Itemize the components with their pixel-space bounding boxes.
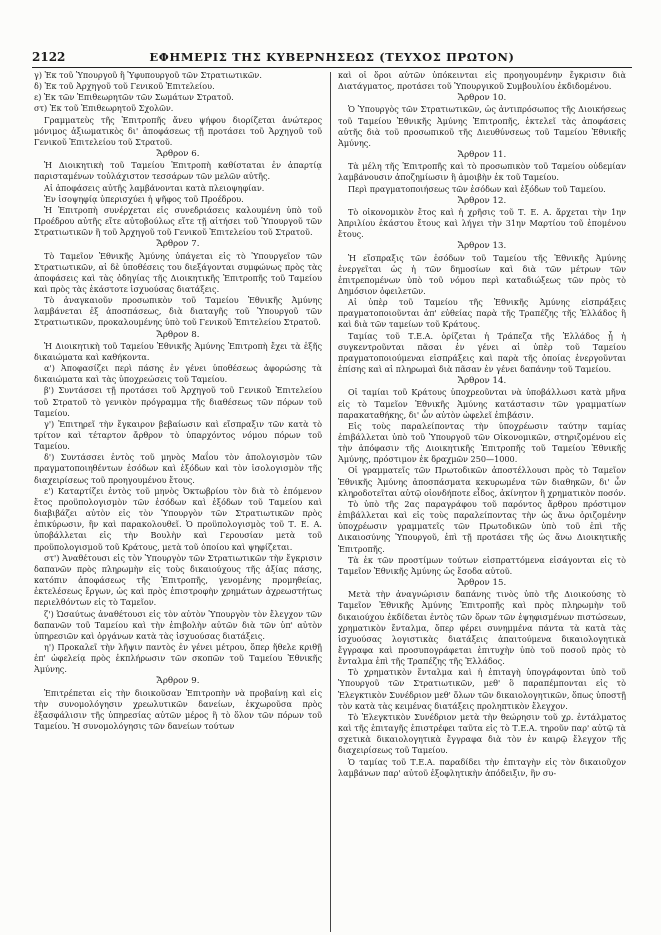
paragraph: Τὸ ὑπὸ τῆς 2ας παραγράφου τοῦ παρόντος ἄρθρου πρόστιμον ἐπιβάλλεται καὶ εἰς τοὺς παραλείποντας τὴν ὡς ἄνω ὁριζομένην ὑποχρέωσιν γραμματεῖς τῶν Πρωτοδικῶν ὑπὸ τοῦ ἐπὶ τῆς Δικαιοσύνης Ὑπουργοῦ, ἐπὶ τῇ προτάσει τῆς ὡς ἄνω Διοικητικῆς Ἐπιτροπῆς. <box>338 498 626 554</box>
paragraph: στ) Ἐκ τοῦ Ἐπιθεωρητοῦ Σχολῶν. <box>34 103 174 114</box>
paragraph: Τὸ Ἐλεγκτικὸν Συνέδριον μετὰ τὴν θεώρησιν τοῦ χρ. ἐντάλματος καὶ τῆς ἐπιταγῆς ἐπιστρέφει ταῦτα εἰς τὸ Τ.Ε.Α. τηροῦν παρ' αὐτῷ τὰ σχετικὰ δικαιολογητικὰ ἔγγραφα διὰ τὸν ἐν καιρῷ ἔλεγχον τῆς διαχειρίσεως τοῦ Ταμείου. <box>338 711 626 756</box>
paragraph: Αἱ ὑπὲρ τοῦ Ταμείου τῆς Ἐθνικῆς Ἀμύνης εἰσπράξεις πραγματοποιοῦνται ἀπ' εὐθείας παρὰ τῆς Τραπέζης τῆς Ἑλλάδος ἢ καὶ διὰ τῶν ταμείων τοῦ Κράτους. <box>338 297 626 330</box>
paragraph: στ') Ἀναθέτουσι εἰς τὸν Ὑπουργὸν τῶν Στρατιωτικῶν τὴν ἔγκρισιν δαπανῶν πρὸς πληρωμὴν εἰς τοὺς δικαιούχους τῆς ἀξίας πάσης, κατόπιν ἀποφάσεως τῆς Ἐπιτροπῆς, γενομένης προμηθείας, ἐκτελέσεως ἔργων, ὡς καὶ πρὸς ἐπιστροφὴν χρημάτων ἀχρεωστήτως περιελθόντων εἰς τὸ Ταμεῖον. <box>34 552 322 608</box>
gazette-title: ΕΦΗΜΕΡΙΣ ΤΗΣ ΚΥΒΕΡΝΗΣΕΩΣ (ΤΕΥΧΟΣ ΠΡΩΤΟΝ) <box>149 50 515 64</box>
paragraph: Ταμίας τοῦ Τ.Ε.Α. ὁρίζεται ἡ Τράπεζα τῆς Ἑλλάδος ᾗ ἡ συγκεντροῦνται πᾶσαι ἐν γένει αἱ ὑπὲρ τοῦ Ταμείου πραγματοποιούμεναι εἰσπράξεις καὶ παρὰ τῆς ὁποίας ἐνεργοῦνται ἐπίσης καὶ αἱ πληρωμαὶ διὰ πᾶσαν ἐν γένει δαπάνην τοῦ Ταμείου. <box>338 330 626 375</box>
paragraph: Περὶ πραγματοποιήσεως τῶν ἐσόδων καὶ ἐξόδων τοῦ Ταμείου. <box>348 183 606 194</box>
article-heading: Ἄρθρον 7. <box>156 239 200 250</box>
paragraph: Οἱ ταμίαι τοῦ Κράτους ὑποχρεοῦνται νὰ ὑποβάλλωσι κατὰ μῆνα εἰς τὸ Ταμεῖον Ἐθνικῆς Ἀμύνης κατάστασιν τῶν γραμματίων παρακαταθήκης, δι' ὧν αὐτὸν ὠφελεῖ ἐπιβάσιν. <box>338 387 626 420</box>
left-column <box>34 70 322 732</box>
paragraph: η') Προκαλεῖ τὴν λῆψιν παντὸς ἐν γένει μέτρου, ὅπερ ἤθελε κριθῇ ἐπ' ὠφελείᾳ πρὸς ἐκπλήρωσιν τῶν σκοπῶν τοῦ Ταμείου Ἐθνικῆς Ἀμύνης. <box>34 641 322 675</box>
paragraph: Τὸ οἰκονομικὸν ἔτος καὶ ἡ χρῆσις τοῦ Τ. Ε. Α. ἄρχεται τὴν 1ην Ἀπριλίου ἑκάστου ἔτους καὶ λήγει τὴν 31ην Μαρτίου τοῦ ἑπομένου ἔτους. <box>338 206 626 240</box>
column-divider <box>330 72 331 932</box>
paragraph: καὶ οἱ ὅροι αὐτῶν ὑπόκεινται εἰς προηγουμένην ἔγκρισιν διὰ Διατάγματος, προτάσει τοῦ Ὑπουργικοῦ Συμβουλίου ἐκδιδομένου. <box>338 70 626 92</box>
paragraph: Ἐν ἰσοψηφίᾳ ὑπερισχύει ἡ ψῆφος τοῦ Προέδρου. <box>44 193 244 204</box>
paragraph: Ἡ Ἐπιτροπὴ συνέρχεται εἰς συνεδριάσεις καλουμένη ὑπὸ τοῦ Προέδρου αὐτῆς εἴτε αὐτοβούλως εἴτε τῇ αἰτήσει τοῦ Ὑπουργοῦ τῶν Στρατιωτικῶν ἢ τοῦ Ἀρχηγοῦ τοῦ Γενικοῦ Ἐπιτελείου τοῦ Στρατοῦ. <box>34 204 322 238</box>
paragraph: Ἡ Διοικητικὴ τοῦ Ταμείου Ἐπιτροπὴ καθίσταται ἐν ἀπαρτίᾳ παρισταμένων τοὐλάχιστον τεσσάρων τῶν μελῶν αὐτῆς. <box>34 160 322 182</box>
article-heading: Ἄρθρον 15. <box>457 578 507 589</box>
paragraph: Αἱ ἀποφάσεις αὐτῆς λαμβάνονται κατὰ πλειοψηφίαν. <box>44 182 265 193</box>
page-number: 2122 <box>32 50 66 64</box>
right-column <box>338 70 626 779</box>
paragraph: γ) Ἐκ τοῦ Ὑπουργοῦ ἢ Ὑφυπουργοῦ τῶν Στρατιωτικῶν. <box>34 70 262 80</box>
paragraph: Ὁ Ὑπουργὸς τῶν Στρατιωτικῶν, ὡς ἀντιπρόσωπος τῆς Διοικήσεως τοῦ Ταμείου Ἐθνικῆς Ἀμύνης Ἐπιτροπῆς, ἐκτελεῖ τὰς ἀποφάσεις αὐτῆς διὰ τοῦ προσωπικοῦ τῆς Διευθύνσεως τοῦ Ταμείου Ἐθνικῆς Ἀμύνης. <box>338 104 626 148</box>
article-heading: Ἄρθρον 6. <box>156 149 200 160</box>
paragraph: Τὰ ἐκ τῶν προστίμων τούτων εἰσπραττόμενα εἰσάγονται εἰς τὸ Ταμεῖον Ἐθνικῆς Ἀμύνης ὡς ἔσοδα αὐτοῦ. <box>338 554 626 576</box>
paragraph: Οἱ γραμματεῖς τῶν Πρωτοδικῶν ἀποστέλλουσι πρὸς τὸ Ταμεῖον Ἐθνικῆς Ἀμύνης ἀποσπάσματα κεκυρωμένα τῶν διαθηκῶν, δι' ὧν κληροδοτεῖται αὐτῷ οἱονδήποτε εἶδος, ἀκίνητον ἢ χρηματικὸν ποσόν. <box>338 465 626 498</box>
paragraph: Ἐπιτρέπεται εἰς τὴν διοικοῦσαν Ἐπιτροπὴν νὰ προβαίνῃ καὶ εἰς τὴν συνομολόγησιν χρεωλυτικῶν δανείων, ἐκχωροῦσα πρὸς ἐξασφάλισιν τῆς ὑπηρεσίας αὐτῶν μέρος ἢ τὸ ὅλον τῶν πόρων τοῦ Ταμείου. Ἡ συνομολόγησις τῶν δανείων τούτων <box>34 687 322 732</box>
paragraph: ζ') Ὡσαύτως ἀναθέτουσι εἰς τὸν αὐτὸν Ὑπουργὸν τὸν ἔλεγχον τῶν δαπανῶν τοῦ Ταμείου καὶ τὴν ἐπιβολὴν αὐτῶν διὰ τῶν ὑπ' αὐτὸν ὑπηρεσιῶν καὶ ὀργάνων κατὰ τὰς ἰσχυούσας διατάξεις. <box>34 608 322 641</box>
header-rule <box>32 67 632 68</box>
paragraph: Ἡ Διοικητικὴ τοῦ Ταμείου Ἐθνικῆς Ἀμύνης Ἐπιτροπὴ ἔχει τὰ ἑξῆς δικαιώματα καὶ καθήκοντα. <box>34 340 322 362</box>
paragraph: Εἰς τοὺς παραλείποντας τὴν ὑποχρέωσιν ταύτην ταμίας ἐπιβάλλεται ὑπὸ τοῦ Ὑπουργοῦ τῶν Οἰκονομικῶν, στηριζομένου εἰς τὴν ἀπόφασιν τῆς Διοικητικῆς Ἐπιτροπῆς τοῦ Ταμείου Ἐθνικῆς Ἀμύνης, πρόστιμον ἐκ δραχμῶν 250—1000. <box>338 420 626 465</box>
paragraph: α') Ἀποφασίζει περὶ πάσης ἐν γένει ὑποθέσεως ἀφορώσης τὰ δικαιώματα καὶ τὰς ὑποχρεώσεις τοῦ Ταμείου. <box>34 363 322 385</box>
article-heading: Ἄρθρον 14. <box>457 376 507 387</box>
paragraph: β') Συντάσσει τῇ προτάσει τοῦ Ἀρχηγοῦ τοῦ Γενικοῦ Ἐπιτελείου τοῦ Στρατοῦ τὸ γενικὸν πρόγραμμα τῆς διαθέσεως τῶν πόρων τοῦ Ταμείου. <box>34 385 322 418</box>
article-heading: Ἄρθρον 10. <box>457 93 507 104</box>
paragraph: Τὸ χρηματικὸν ἔνταλμα καὶ ἡ ἐπιταγὴ ὑπογράφονται ὑπὸ τοῦ Ὑπουργοῦ τῶν Στρατιωτικῶν, μεθ' ὃ παραπέμπονται εἰς τὸ Ἐλεγκτικὸν Συνέδριον μεθ' ὅλων τῶν δικαιολογητικῶν, ὅπως ὑποστῇ τὸν κατὰ τὰς κειμένας διατάξεις προληπτικὸν ἔλεγχον. <box>338 667 626 711</box>
paragraph: ε) Ἐκ τῶν Ἐπιθεωρητῶν τῶν Σωμάτων Στρατοῦ. <box>34 92 234 103</box>
paragraph: Ὁ ταμίας τοῦ Τ.Ε.Α. παραδίδει τὴν ἐπιταγὴν εἰς τὸν δικαιοῦχον λαμβάνων παρ' αὐτοῦ ἐξοφλητικὴν ἀπόδειξιν, ἣν συ- <box>338 756 626 778</box>
article-heading: Ἄρθρον 9. <box>156 676 200 687</box>
article-heading: Ἄρθρον 13. <box>457 241 507 252</box>
paragraph: Τὸ Ταμεῖον Ἐθνικῆς Ἀμύνης ὑπάγεται εἰς τὸ Ὑπουργεῖον τῶν Στρατιωτικῶν, αἱ δὲ ὑποθέσεις του διεξάγονται συμφώνως πρὸς τὰς ἀποφάσεις καὶ τὰς ὁδηγίας τῆς Διοικητικῆς Ἐπιτροπῆς τοῦ Ταμείου καὶ πρὸς τὰς ἑκάστοτε ἰσχυούσας διατάξεις. <box>34 250 322 294</box>
paragraph: ε') Καταρτίζει ἐντὸς τοῦ μηνὸς Ὀκτωβρίου τὸν διὰ τὸ ἐπόμενον ἔτος προϋπολογισμὸν τῶν ἐσόδων καὶ ἐξόδων τοῦ Ταμείου καὶ διαβιβάζει αὐτὸν εἰς τὸν Ὑπουργὸν τῶν Στρατιωτικῶν πρὸς ἐπικύρωσιν, ἣν καὶ παρακολουθεῖ. Ὁ προϋπολογισμὸς τοῦ Τ. Ε. Α. ὑποβάλλεται εἰς τὴν Βουλὴν καὶ Γερουσίαν μετὰ τοῦ προϋπολογισμοῦ τοῦ Κράτους, μετὰ τοῦ ὁποίου καὶ ψηφίζεται. <box>34 485 322 552</box>
paragraph: Μετὰ τὴν ἀναγνώρισιν δαπάνης τινὸς ὑπὸ τῆς Διοικούσης τὸ Ταμεῖον Ἐθνικῆς Ἀμύνης Ἐπιτροπῆς καὶ πρὸς πληρωμὴν τοῦ δικαιούχου ἐκδίδεται ἐντὸς τῶν ὅρων τῶν ἐψηφισμένων πιστώσεων, χρηματικὸν ἔνταλμα, ὅπερ φέρει συνημμένα πάντα τὰ κατὰ τὰς ἰσχυούσας λογιστικὰς διατάξεις ἀπαιτούμενα δικαιολογητικὰ ἔγγραφα καὶ προσυπογράφεται ἐπιτυχὴν ὑπὸ τοῦ ποσοῦ πρὸς τὸ ἔνταλμα ἐπὶ τῆς Τραπέζης τῆς Ἑλλάδος. <box>338 589 626 667</box>
paragraph: γ') Ἐπιτηρεῖ τὴν ἔγκαιρον βεβαίωσιν καὶ εἴσπραξιν τῶν κατὰ τὸ τρίτον καὶ τέταρτον ἄρθρον τὸ ὑπαρχόντος νόμου πόρων τοῦ Ταμείου. <box>34 418 322 452</box>
paragraph: Γραμματεὺς τῆς Ἐπιτροπῆς ἄνευ ψήφου διορίζεται ἀνώτερος μόνιμος ἀξιωματικὸς δι' ἀποφάσεως τῇ προτάσει τοῦ Ἀρχηγοῦ τοῦ Γενικοῦ Ἐπιτελείου τοῦ Στρατοῦ. <box>34 114 322 147</box>
paragraph: Ἡ εἴσπραξις τῶν ἐσόδων τοῦ Ταμείου τῆς Ἐθνικῆς Ἀμύνης ἐνεργεῖται ὡς ἡ τῶν δημοσίων καὶ διὰ τῶν μέτρων τῶν ἐπιτρεπομένων ὑπὸ τοῦ νόμου περὶ καταδιώξεως τῶν πρὸς τὸ Δημόσιον ὀφειλετῶν. <box>338 252 626 296</box>
article-heading: Ἄρθρον 12. <box>457 195 507 206</box>
paragraph: Τὰ μέλη τῆς Ἐπιτροπῆς καὶ τὸ προσωπικὸν τοῦ Ταμείου οὐδεμίαν λαμβάνουσιν ἀποζημίωσιν ἢ ἀμοιβὴν ἐκ τοῦ Ταμείου. <box>338 161 626 183</box>
article-heading: Ἄρθρον 11. <box>457 150 507 161</box>
paragraph: Τὸ ἀναγκαιοῦν προσωπικὸν τοῦ Ταμείου Ἐθνικῆς Ἀμύνης λαμβάνεται ἐξ ἀποσπάσεως, διὰ διαταγῆς τοῦ Ὑπουργοῦ τῶν Στρατιωτικῶν, προκαλουμένης ὑπὸ τοῦ Γενικοῦ Ἐπιτελείου Στρατοῦ. <box>34 295 322 328</box>
paragraph: δ) Ἐκ τοῦ Ἀρχηγοῦ τοῦ Γενικοῦ Ἐπιτελείου. <box>34 81 215 92</box>
page-header <box>32 50 632 66</box>
article-heading: Ἄρθρον 8. <box>156 329 200 340</box>
paragraph: δ') Συντάσσει ἐντὸς τοῦ μηνὸς Μαΐου τὸν ἀπολογισμὸν τῶν πραγματοποιηθέντων ἐσόδων καὶ ἐξόδων καὶ τὸν ἰσολογισμὸν τῆς διαχειρίσεως τοῦ προηγουμένου ἔτους. <box>34 452 322 485</box>
